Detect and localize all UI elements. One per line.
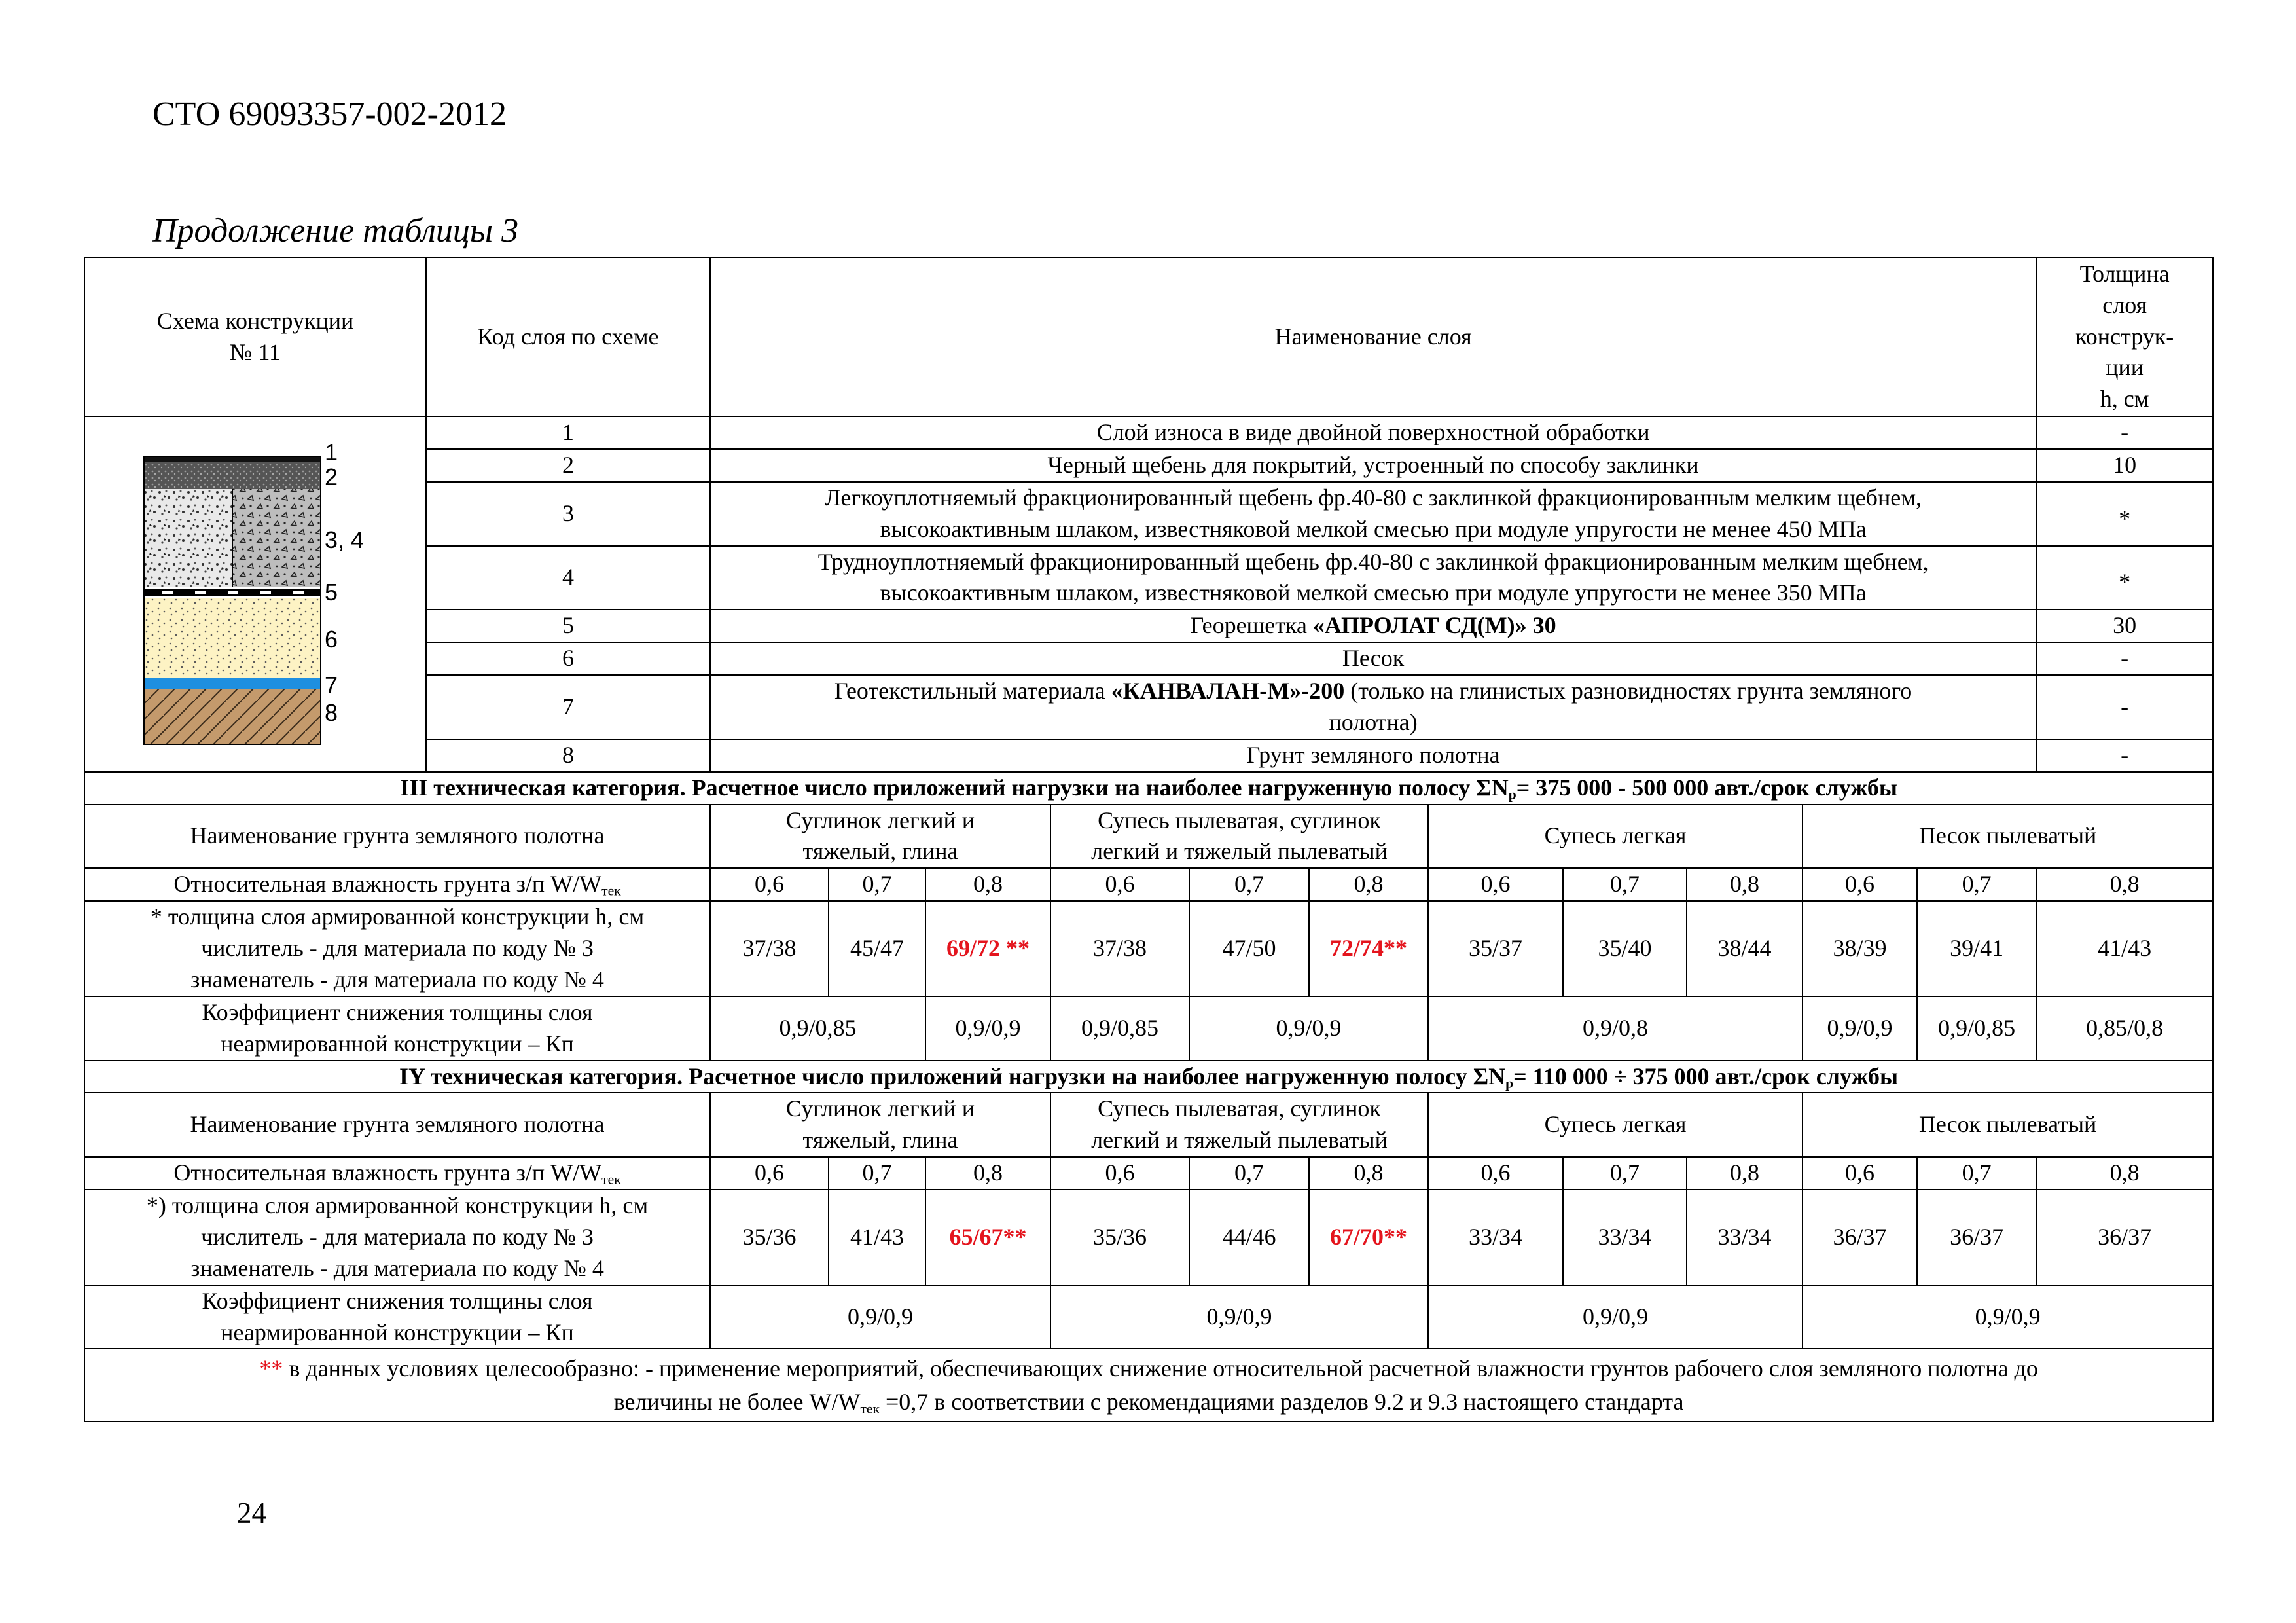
coefficient-row: [84, 1285, 2213, 1349]
soil-dusty-sandy-loam: Супесь пылеватая, суглинок легкий и тяжелый пылеватый: [1050, 805, 1428, 869]
layer-name: Слой износа в виде двойной поверхностной обработки: [710, 416, 2036, 449]
layer-code: 7: [426, 675, 710, 739]
humidity-value: 0,7: [1189, 1157, 1309, 1190]
construction-table: [84, 257, 2214, 1422]
humidity-value: 0,7: [1917, 1157, 2036, 1190]
humidity-label: Относительная влажность грунта з/п $W/W_{тек}$: [84, 1157, 710, 1190]
layer-name: Георешетка «АПРОЛАТ СД(М)» 30: [710, 610, 2036, 642]
soil-names-row: [84, 805, 2213, 869]
humidity-value: 0,6: [710, 1157, 829, 1190]
soil-light-sandy-loam: Супесь легкая: [1428, 805, 1803, 869]
coefficient-value: 0,9/0,85: [1917, 996, 2036, 1061]
humidity-value: 0,8: [1687, 1157, 1803, 1190]
thickness-value: 35/37: [1428, 901, 1563, 996]
layer-code: 8: [426, 739, 710, 772]
layer-thickness: -: [2036, 675, 2213, 739]
humidity-value: 0,8: [925, 868, 1050, 901]
layer-code: 2: [426, 449, 710, 482]
coefficient-value: 0,9/0,9: [925, 996, 1050, 1061]
layer-name: Геотекстильный материала «КАНВАЛАН-М»-200 (только на глинистых разновидностях грунта земляного полотна): [710, 675, 2036, 739]
humidity-value: 0,6: [1050, 868, 1189, 901]
coefficient-value: 0,9/0,85: [1050, 996, 1189, 1061]
soil-dusty-sand: Песок пылеватый: [1803, 1093, 2213, 1157]
soil-names-row: [84, 1093, 2213, 1157]
humidity-value: 0,6: [1428, 868, 1563, 901]
humidity-value: 0,8: [2036, 868, 2213, 901]
humidity-value: 0,8: [1309, 1157, 1428, 1190]
coefficient-value: 0,9/0,9: [710, 1285, 1050, 1349]
thickness-value-highlight: 65/67**: [925, 1190, 1050, 1285]
humidity-value: 0,6: [1050, 1157, 1189, 1190]
schema-label-5: 5: [325, 579, 338, 606]
layer-code: 1: [426, 416, 710, 449]
humidity-value: 0,7: [1563, 868, 1687, 901]
layer-thickness: -: [2036, 739, 2213, 772]
layer-thickness: 30: [2036, 610, 2213, 642]
soil-loam-clay: Суглинок легкий и тяжелый, глина: [710, 1093, 1050, 1157]
soil-label: Наименование грунта земляного полотна: [84, 805, 710, 869]
thickness-row: [84, 901, 2213, 996]
thickness-value-highlight: 67/70**: [1309, 1190, 1428, 1285]
schema-label-2: 2: [325, 464, 338, 491]
schema-label-1: 1: [325, 439, 338, 466]
coefficient-row: [84, 996, 2213, 1061]
document-code: СТО 69093357-002-2012: [152, 96, 507, 133]
humidity-value: 0,7: [1917, 868, 2036, 901]
header-thickness: Толщина слоя конструк- ции h, см: [2036, 257, 2213, 416]
thickness-value: 41/43: [829, 1190, 925, 1285]
thickness-value: 33/34: [1428, 1190, 1563, 1285]
header-code: Код слоя по схеме: [426, 257, 710, 416]
humidity-value: 0,6: [1803, 1157, 1917, 1190]
coefficient-label: Коэффициент снижения толщины слоя неармированной конструкции – Кп: [84, 1285, 710, 1349]
coefficient-value: 0,85/0,8: [2036, 996, 2213, 1061]
layer-row: [84, 416, 2213, 449]
humidity-value: 0,8: [925, 1157, 1050, 1190]
page-number: 24: [237, 1497, 266, 1529]
coefficient-value: 0,9/0,8: [1428, 996, 1803, 1061]
thickness-value: 33/34: [1563, 1190, 1687, 1285]
layer-thickness: *: [2036, 482, 2213, 546]
category-iv-title-row: [84, 1061, 2213, 1093]
category-iii-title-row: [84, 772, 2213, 805]
soil-label: Наименование грунта земляного полотна: [84, 1093, 710, 1157]
humidity-label: Относительная влажность грунта з/п $W/W_{тек}$: [84, 868, 710, 901]
layer-8-soil: [144, 689, 321, 744]
layer-thickness: 10: [2036, 449, 2213, 482]
soil-loam-clay: Суглинок легкий и тяжелый, глина: [710, 805, 1050, 869]
category-iii-title: III техническая категория. Расчетное число приложений нагрузки на наиболее нагруженную полосу $\Sigma N_р= 375$ 000 - 500 000 авт./срок службы: [84, 772, 2213, 805]
thickness-value: 38/44: [1687, 901, 1803, 996]
layer-code: 5: [426, 610, 710, 642]
thickness-value: 36/37: [1917, 1190, 2036, 1285]
thickness-value: 36/37: [1803, 1190, 1917, 1285]
humidity-value: 0,8: [1309, 868, 1428, 901]
thickness-value: 45/47: [829, 901, 925, 996]
header-schema: Схема конструкции № 11: [84, 257, 426, 416]
schema-label-6: 6: [325, 626, 338, 653]
coefficient-value: 0,9/0,9: [1803, 996, 1917, 1061]
layer-name: Песок: [710, 642, 2036, 675]
layer-name: Черный щебень для покрытий, устроенный по способу заклинки: [710, 449, 2036, 482]
humidity-value: 0,6: [1428, 1157, 1563, 1190]
footnote: ** в данных условиях целесообразно: - применение мероприятий, обеспечивающих снижение относительной расчетной влажности грунтов рабочего слоя земляного полотна до величины не более $W/W_{тек} =0,7$ в соответствии с рекомендациями разделов 9.2 и 9.3 настоящего стандарта: [84, 1349, 2213, 1421]
thickness-value: 37/38: [1050, 901, 1189, 996]
thickness-value: 35/40: [1563, 901, 1687, 996]
continuation-title: Продолжение таблицы 3: [152, 212, 519, 249]
coefficient-value: 0,9/0,85: [710, 996, 925, 1061]
thickness-value: 38/39: [1803, 901, 1917, 996]
layer-7-geotextile: [144, 678, 321, 689]
humidity-value: 0,7: [829, 1157, 925, 1190]
schema-label-3-4: 3, 4: [325, 526, 365, 554]
note-row: [84, 1349, 2213, 1421]
layer-1-wear: [144, 456, 321, 462]
layer-name: Легкоуплотняемый фракционированный щебень фр.40-80 с заклинкой фракционированным мелким щебнем, высокоактивным шлаком, известняковой мелкой смесью при модуле упругости не менее 450 МПа: [710, 482, 2036, 546]
header-row: [84, 257, 2213, 416]
coefficient-label: Коэффициент снижения толщины слоя неармированной конструкции – Кп: [84, 996, 710, 1061]
humidity-value: 0,8: [2036, 1157, 2213, 1190]
humidity-value: 0,7: [1189, 868, 1309, 901]
soil-dusty-sandy-loam: Супесь пылеватая, суглинок легкий и тяжелый пылеватый: [1050, 1093, 1428, 1157]
layer-3-gravel: [144, 489, 232, 587]
thickness-value: 33/34: [1687, 1190, 1803, 1285]
coefficient-value: 0,9/0,9: [1189, 996, 1428, 1061]
humidity-row: [84, 868, 2213, 901]
layer-6-sand: [144, 598, 321, 678]
thickness-value: 41/43: [2036, 901, 2213, 996]
geotextile-product: «КАНВАЛАН-М»-200: [1111, 678, 1345, 704]
thickness-value: 39/41: [1917, 901, 2036, 996]
layer-code: 4: [426, 546, 710, 610]
humidity-value: 0,8: [1687, 868, 1803, 901]
layer-code: 6: [426, 642, 710, 675]
layer-name: Трудноуплотняемый фракционированный щебень фр.40-80 с заклинкой фракционированным мелким щебнем, высокоактивным шлаком, известняковой мелкой смесью при модуле упругости не менее 350 МПа: [710, 546, 2036, 610]
footnote-mark: **: [259, 1355, 283, 1382]
schema-label-7: 7: [325, 672, 338, 699]
soil-light-sandy-loam: Супесь легкая: [1428, 1093, 1803, 1157]
schema-label-8: 8: [325, 699, 338, 727]
thickness-row: [84, 1190, 2213, 1285]
coefficient-value: 0,9/0,9: [1428, 1285, 1803, 1349]
thickness-value: 47/50: [1189, 901, 1309, 996]
layer-thickness: *: [2036, 546, 2213, 610]
layer-4-gravel: [232, 489, 321, 587]
layer-code: 3: [426, 482, 710, 546]
thickness-value: 35/36: [710, 1190, 829, 1285]
thickness-value: 35/36: [1050, 1190, 1189, 1285]
thickness-value: 44/46: [1189, 1190, 1309, 1285]
thickness-value: 37/38: [710, 901, 829, 996]
humidity-value: 0,6: [1803, 868, 1917, 901]
humidity-row: [84, 1157, 2213, 1190]
header-name: Наименование слоя: [710, 257, 2036, 416]
soil-dusty-sand: Песок пылеватый: [1803, 805, 2213, 869]
thickness-value-highlight: 72/74**: [1309, 901, 1428, 996]
humidity-value: 0,7: [829, 868, 925, 901]
layer-2-black-gravel: [144, 462, 321, 489]
thickness-value-highlight: 69/72 **: [925, 901, 1050, 996]
humidity-value: 0,6: [710, 868, 829, 901]
layer-thickness: -: [2036, 642, 2213, 675]
thickness-label: * толщина слоя армированной конструкции h, см числитель - для материала по коду № 3 знаменатель - для материала по коду № 4: [84, 901, 710, 996]
coefficient-value: 0,9/0,9: [1803, 1285, 2213, 1349]
thickness-value: 36/37: [2036, 1190, 2213, 1285]
construction-schema: [84, 416, 426, 772]
category-iv-title: IY техническая категория. Расчетное число приложений нагрузки на наиболее нагруженную полосу $\Sigma N_р= 110$ 000 ÷ 375 000 авт./срок службы: [84, 1061, 2213, 1093]
schema-drawing: [85, 417, 425, 771]
layer-thickness: -: [2036, 416, 2213, 449]
geogrid-product: «АПРОЛАТ СД(М)» 30: [1312, 612, 1556, 639]
coefficient-value: 0,9/0,9: [1050, 1285, 1428, 1349]
thickness-label: *) толщина слоя армированной конструкции h, см числитель - для материала по коду № 3 знаменатель - для материала по коду № 4: [84, 1190, 710, 1285]
layer-diagram: [85, 417, 425, 771]
layer-name: Грунт земляного полотна: [710, 739, 2036, 772]
humidity-value: 0,7: [1563, 1157, 1687, 1190]
